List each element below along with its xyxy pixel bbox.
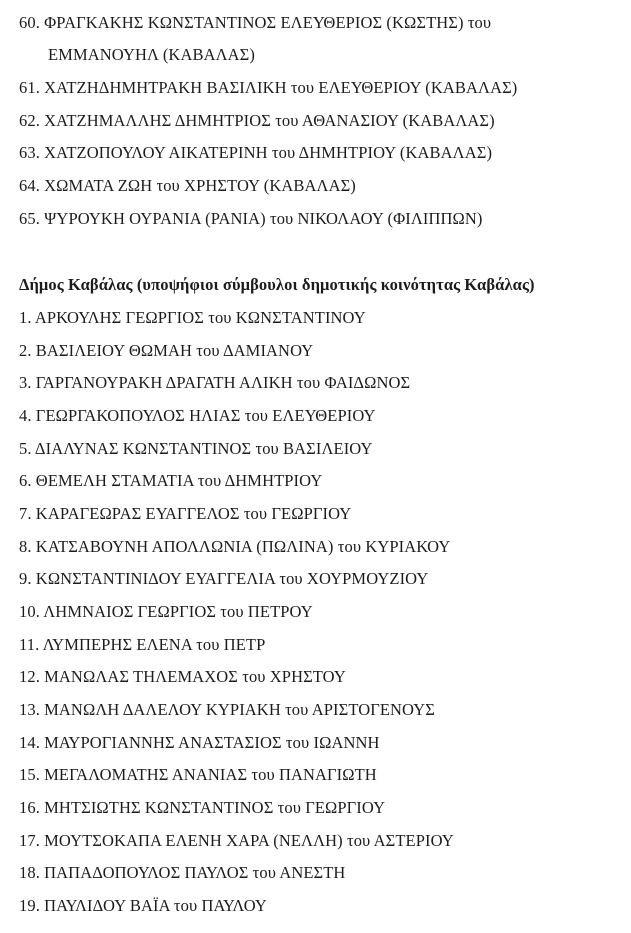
candidate-item: 17. ΜΟΥΤΣΟΚΑΠΑ ΕΛΕΝΗ ΧΑΡΑ (ΝΕΛΛΗ) του ΑΣΤΕΡΙΟΥ xyxy=(19,831,454,850)
list-item: 61. ΧΑΤΖΗΔΗΜΗΤΡΑΚΗ ΒΑΣΙΛΙΚΗ του ΕΛΕΥΘΕΡΙΟΥ (ΚΑΒΑΛΑΣ) xyxy=(19,78,518,97)
candidate-item: 1. ΑΡΚΟΥΛΗΣ ΓΕΩΡΓΙΟΣ του ΚΩΝΣΤΑΝΤΙΝΟΥ xyxy=(19,308,366,327)
candidate-item: 19. ΠΑΥΛΙΔΟΥ ΒΑΪΑ του ΠΑΥΛΟΥ xyxy=(19,896,267,915)
candidate-item: 2. ΒΑΣΙΛΕΙΟΥ ΘΩΜΑΗ του ΔΑΜΙΑΝΟΥ xyxy=(19,341,314,360)
candidate-item: 16. ΜΗΤΣΙΩΤΗΣ ΚΩΝΣΤΑΝΤΙΝΟΣ του ΓΕΩΡΓΙΟΥ xyxy=(19,798,386,817)
candidate-item: 10. ΛΗΜΝΑΙΟΣ ΓΕΩΡΓΙΟΣ του ΠΕΤΡΟΥ xyxy=(19,602,313,621)
candidate-item: 15. ΜΕΓΑΛΟΜΑΤΗΣ ΑΝΑΝΙΑΣ του ΠΑΝΑΓΙΩΤΗ xyxy=(19,765,377,784)
list-item: 64. ΧΩΜΑΤΑ ΖΩΗ του ΧΡΗΣΤΟΥ (ΚΑΒΑΛΑΣ) xyxy=(19,176,356,195)
list-item: 60. ΦΡΑΓΚΑΚΗΣ ΚΩΝΣΤΑΝΤΙΝΟΣ ΕΛΕΥΘΕΡΙΟΣ (ΚΩΣΤΗΣ) του xyxy=(19,13,492,32)
candidate-item: 13. ΜΑΝΩΛΗ ΔΑΛΕΛΟΥ ΚΥΡΙΑΚΗ του ΑΡΙΣΤΟΓΕΝΟΥΣ xyxy=(19,700,435,719)
candidate-item: 8. ΚΑΤΣΑΒΟΥΝΗ ΑΠΟΛΛΩΝΙΑ (ΠΩΛΙΝΑ) του ΚΥΡΙΑΚΟΥ xyxy=(19,537,451,556)
candidate-item: 3. ΓΑΡΓΑΝΟΥΡΑΚΗ ΔΡΑΓΑΤΗ ΑΛΙΚΗ του ΦΑΙΔΩΝΟΣ xyxy=(19,373,411,392)
candidate-item: 12. ΜΑΝΩΛΑΣ ΤΗΛΕΜΑΧΟΣ του ΧΡΗΣΤΟΥ xyxy=(19,667,346,686)
candidate-item: 4. ΓΕΩΡΓΑΚΟΠΟΥΛΟΣ ΗΛΙΑΣ του ΕΛΕΥΘΕΡΙΟΥ xyxy=(19,406,376,425)
candidate-item: 9. ΚΩΝΣΤΑΝΤΙΝΙΔΟΥ ΕΥΑΓΓΕΛΙΑ του ΧΟΥΡΜΟΥΖΙΟΥ xyxy=(19,569,429,588)
candidate-item: 6. ΘΕΜΕΛΗ ΣΤΑΜΑΤΙΑ του ΔΗΜΗΤΡΙΟΥ xyxy=(19,471,323,490)
section-heading: Δήμος Καβάλας (υποψήφιοι σύμβουλοι δημοτικής κοινότητας Καβάλας) xyxy=(19,275,535,294)
list-item-continuation: ΕΜΜΑΝΟΥΗΛ (ΚΑΒΑΛΑΣ) xyxy=(48,45,255,64)
list-item: 62. ΧΑΤΖΗΜΑΛΛΗΣ ΔΗΜΗΤΡΙΟΣ του ΑΘΑΝΑΣΙΟΥ (ΚΑΒΑΛΑΣ) xyxy=(19,111,495,130)
candidate-item: 14. ΜΑΥΡΟΓΙΑΝΝΗΣ ΑΝΑΣΤΑΣΙΟΣ του ΙΩΑΝΝΗ xyxy=(19,733,380,752)
candidate-item: 7. ΚΑΡΑΓΕΩΡΑΣ ΕΥΑΓΓΕΛΟΣ του ΓΕΩΡΓΙΟΥ xyxy=(19,504,352,523)
candidate-item: 11. ΛΥΜΠΕΡΗΣ ΕΛΕΝΑ του ΠΕΤΡ xyxy=(19,635,266,654)
list-item: 63. ΧΑΤΖΟΠΟΥΛΟΥ ΑΙΚΑΤΕΡΙΝΗ του ΔΗΜΗΤΡΙΟΥ (ΚΑΒΑΛΑΣ) xyxy=(19,143,493,162)
list-item: 65. ΨΥΡΟΥΚΗ ΟΥΡΑΝΙΑ (ΡΑΝΙΑ) του ΝΙΚΟΛΑΟΥ (ΦΙΛΙΠΠΩΝ) xyxy=(19,209,483,228)
candidate-item: 18. ΠΑΠΑΔΟΠΟΥΛΟΣ ΠΑΥΛΟΣ του ΑΝΕΣΤΗ xyxy=(19,863,346,882)
candidate-item: 5. ΔΙΑΛΥΝΑΣ ΚΩΝΣΤΑΝΤΙΝΟΣ του ΒΑΣΙΛΕΙΟΥ xyxy=(19,439,373,458)
